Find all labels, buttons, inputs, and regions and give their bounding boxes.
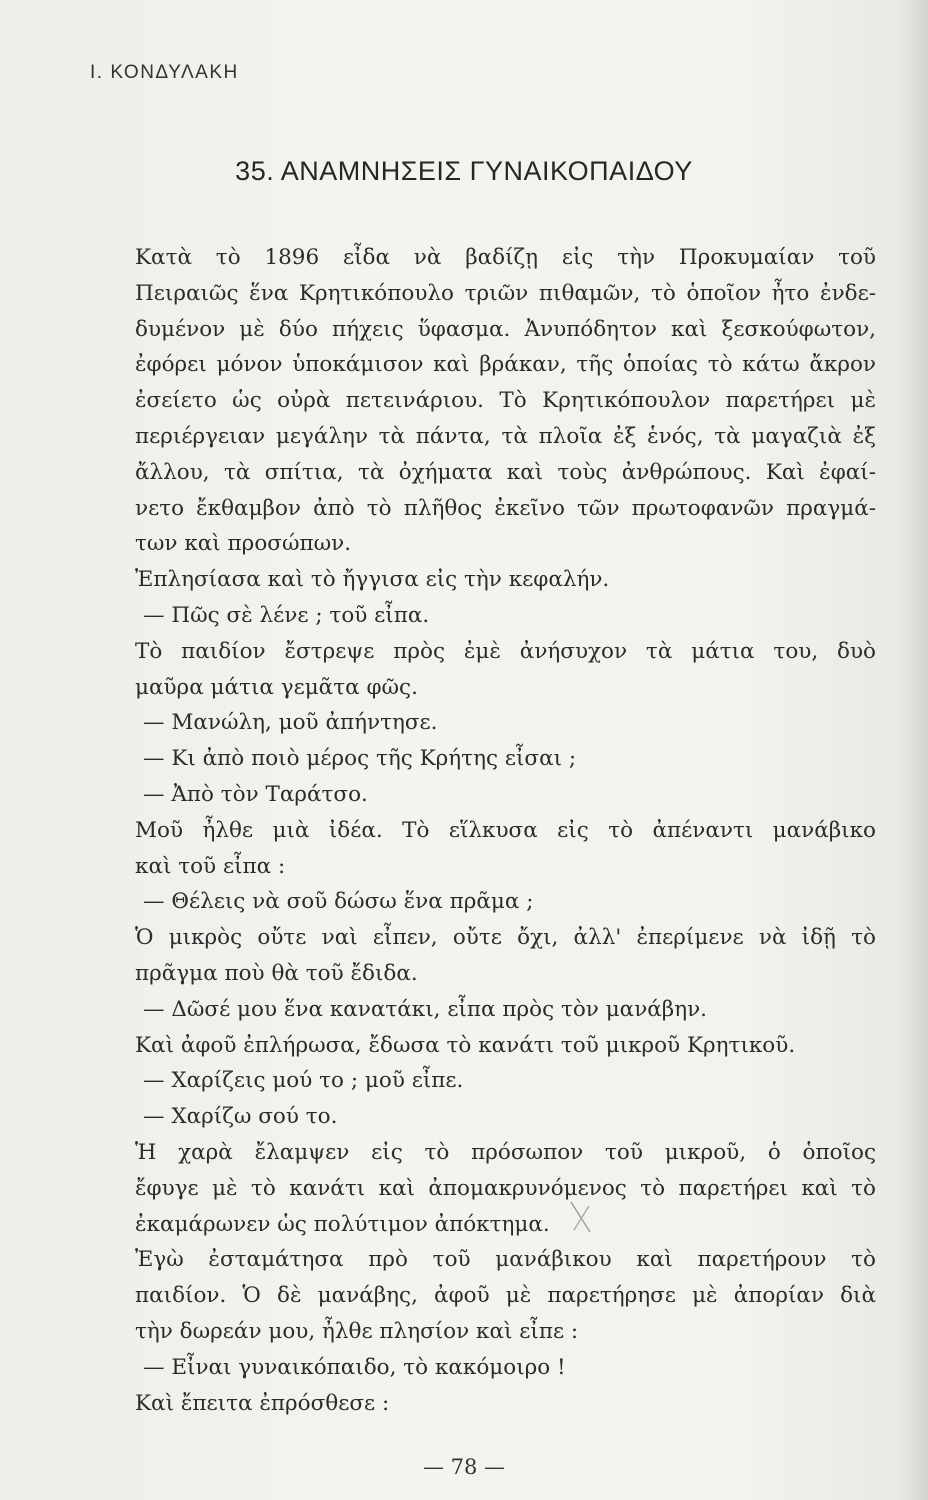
- dialogue-line: — Δῶσέ μου ἕνα κανατάκι, εἶπα πρὸς τὸν μανάβην.: [143, 996, 707, 1022]
- running-header: Ι. ΚΟΝΔΥΛΑΚΗ: [90, 62, 239, 83]
- text-line: δυμένον μὲ δύο πήχεις ὕφασμα. Ἀνυπόδητον καὶ ξεσκούφωτον,: [135, 316, 876, 342]
- dialogue-line: — Θέλεις νὰ σοῦ δώσω ἕνα πρᾶμα ;: [143, 889, 534, 915]
- text-line: περιέργειαν μεγάλην τὰ πάντα, τὰ πλοῖα ἐξ ἑνός, τὰ μαγαζιὰ ἐξ: [135, 423, 876, 449]
- chapter-title: 35. ΑΝΑΜΝΗΣΕΙΣ ΓΥΝΑΙΚΟΠΑΙΔΟΥ: [235, 156, 693, 186]
- text-line: ἐφόρει μόνον ὑποκάμισον καὶ βράκαν, τῆς ὁποίας τὸ κάτω ἄκρον: [135, 352, 876, 378]
- text-line: των καὶ προσώπων.: [135, 531, 352, 557]
- text-line: ἐσείετο ὡς οὐρὰ πετεινάριου. Τὸ Κρητικόπουλον παρετήρει μὲ: [135, 388, 876, 414]
- text-line: παιδίον. Ὁ δὲ μανάβης, ἀφοῦ μὲ παρετήρησε μὲ ἀπορίαν διὰ: [135, 1283, 876, 1309]
- text-line: Ὁ μικρὸς οὔτε ναὶ εἶπεν, οὔτε ὄχι, ἀλλ' ἐπερίμενε νὰ ἰδῇ τὸ: [135, 925, 876, 951]
- text-line: Ἡ χαρὰ ἔλαμψεν εἰς τὸ πρόσωπον τοῦ μικροῦ, ὁ ὁποῖος: [135, 1139, 876, 1165]
- dialogue-line: — Χαρίζω σού το.: [143, 1104, 338, 1130]
- dialogue-line: — Εἶναι γυναικόπαιδο, τὸ κακόμοιρο !: [143, 1354, 566, 1380]
- pencil-mark-icon: [568, 1200, 594, 1234]
- text-line: πρᾶγμα ποὺ θὰ τοῦ ἔδιδα.: [135, 960, 418, 986]
- dialogue-line: — Πῶς σὲ λένε ; τοῦ εἶπα.: [143, 602, 430, 628]
- text-line: Τὸ παιδίον ἔστρεψε πρὸς ἐμὲ ἀνήσυχον τὰ μάτια του, δυὸ: [135, 638, 876, 664]
- text-line: Ἐγὼ ἐσταμάτησα πρὸ τοῦ μανάβικου καὶ παρετήρουν τὸ: [135, 1247, 876, 1273]
- dialogue-line: — Κι ἀπὸ ποιὸ μέρος τῆς Κρήτης εἶσαι ;: [143, 746, 577, 772]
- text-line: Μοῦ ἦλθε μιὰ ἰδέα. Τὸ εἵλκυσα εἰς τὸ ἀπέναντι μανάβικο: [135, 817, 876, 843]
- dialogue-line: — Μανώλη, μοῦ ἀπήντησε.: [143, 710, 438, 736]
- page-number: — 78 —: [422, 1455, 506, 1479]
- dialogue-line: — Ἀπὸ τὸν Ταράτσο.: [143, 781, 368, 807]
- page-edge-shadow: [900, 0, 928, 1500]
- text-line: καὶ τοῦ εἶπα :: [135, 853, 286, 879]
- text-line: Καὶ ἔπειτα ἐπρόσθεσε :: [135, 1390, 390, 1416]
- body-text: [135, 240, 876, 1421]
- text-line: τὴν δωρεάν μου, ἦλθε πλησίον καὶ εἶπε :: [135, 1318, 579, 1344]
- text-line: μαῦρα μάτια γεμᾶτα φῶς.: [135, 674, 418, 700]
- text-line: ἄλλου, τὰ σπίτια, τὰ ὀχήματα καὶ τοὺς ἀνθρώπους. Καὶ ἐφαί-: [135, 459, 876, 485]
- text-line: Πειραιῶς ἕνα Κρητικόπουλο τριῶν πιθαμῶν, τὸ ὁποῖον ἦτο ἐνδε-: [135, 280, 876, 306]
- text-line: Κατὰ τὸ 1896 εἶδα νὰ βαδίζῃ εἰς τὴν Προκυμαίαν τοῦ: [135, 245, 876, 270]
- text-line: ἐκαμάρωνεν ὡς πολύτιμον ἀπόκτημα.: [135, 1211, 550, 1237]
- text-line: νετο ἔκθαμβον ἀπὸ τὸ πλῆθος ἐκεῖνο τῶν πρωτοφανῶν πραγμά-: [135, 495, 876, 521]
- text-line: Ἐπλησίασα καὶ τὸ ἤγγισα εἰς τὴν κεφαλήν.: [135, 567, 610, 593]
- text-line: ἔφυγε μὲ τὸ κανάτι καὶ ἀπομακρυνόμενος τὸ παρετήρει καὶ τὸ: [135, 1175, 876, 1201]
- dialogue-line: — Χαρίζεις μού το ; μοῦ εἶπε.: [143, 1068, 464, 1094]
- text-line: Καὶ ἀφοῦ ἐπλήρωσα, ἔδωσα τὸ κανάτι τοῦ μικροῦ Κρητικοῦ.: [135, 1032, 796, 1058]
